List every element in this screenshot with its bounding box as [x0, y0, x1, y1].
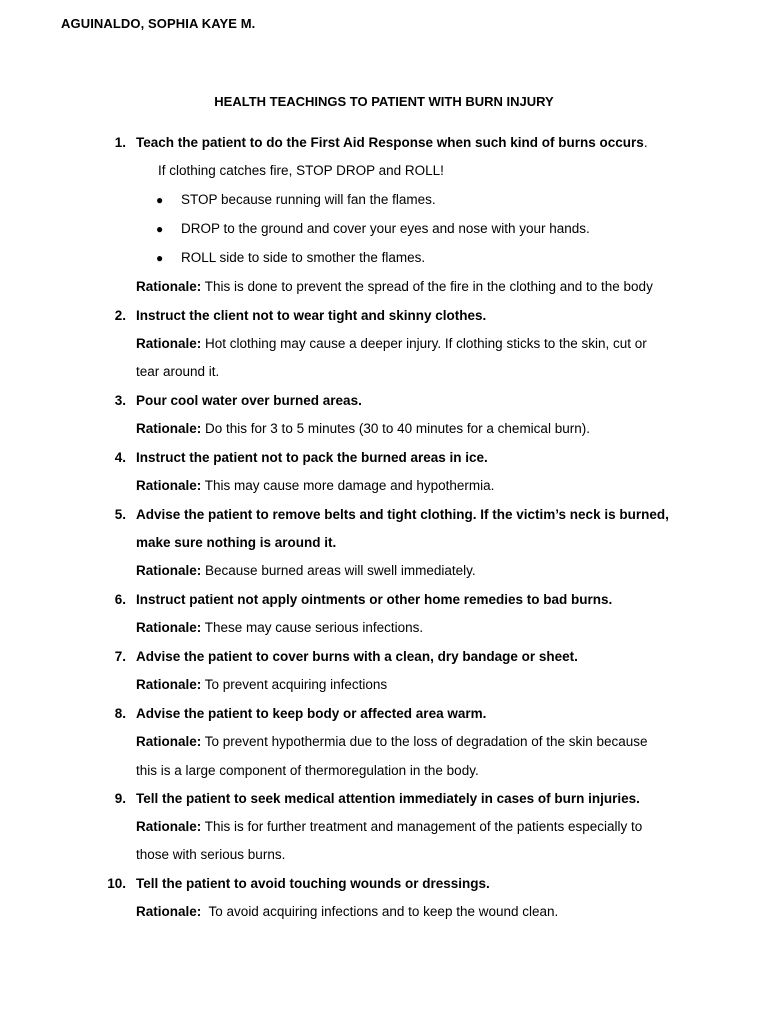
item-intro: If clothing catches fire, STOP DROP and ROLL!	[158, 163, 444, 178]
item-number: 9.	[114, 791, 126, 806]
bullet-icon: ●	[156, 251, 164, 265]
item-heading: Pour cool water over burned areas.	[136, 393, 362, 408]
item-heading: Instruct patient not apply ointments or other home remedies to bad burns.	[136, 592, 613, 607]
item-number: 7.	[114, 649, 126, 664]
item-heading: Advise the patient to keep body or affected area warm.	[136, 706, 487, 721]
rationale: Rationale: Because burned areas will swell immediately.	[136, 563, 476, 578]
item-number: 6.	[114, 592, 126, 607]
bullet-icon: ●	[156, 193, 164, 207]
item-number: 3.	[114, 393, 126, 408]
rationale: Rationale: This is for further treatment and management of the patients especially to	[136, 819, 643, 834]
bullet-text: STOP because running will fan the flames.	[181, 192, 436, 207]
item-heading: Teach the patient to do the First Aid Response when such kind of burns occurs.	[136, 135, 648, 150]
item-heading: Advise the patient to cover burns with a clean, dry bandage or sheet.	[136, 649, 578, 664]
rationale: Rationale: To prevent acquiring infections	[136, 677, 388, 692]
item-heading-continued: make sure nothing is around it.	[136, 535, 337, 550]
item-number: 10.	[107, 876, 126, 891]
bullet-text: DROP to the ground and cover your eyes and nose with your hands.	[181, 221, 590, 236]
item-number: 5.	[114, 507, 126, 522]
document-title: HEALTH TEACHINGS TO PATIENT WITH BURN INJURY	[214, 94, 554, 109]
item-heading: Tell the patient to seek medical attention immediately in cases of burn injuries.	[136, 791, 640, 806]
item-number: 8.	[114, 706, 126, 721]
bullet-text: ROLL side to side to smother the flames.	[181, 250, 426, 265]
rationale: Rationale: Do this for 3 to 5 minutes (30 to 40 minutes for a chemical burn).	[136, 421, 590, 436]
rationale: Rationale: This is done to prevent the spread of the fire in the clothing and to the body	[136, 279, 653, 294]
item-heading: Advise the patient to remove belts and tight clothing. If the victim’s neck is burned,	[136, 507, 669, 522]
item-number: 1.	[114, 135, 126, 150]
item-number: 4.	[114, 450, 126, 465]
item-number: 2.	[114, 308, 126, 323]
rationale-continued: this is a large component of thermoregulation in the body.	[136, 763, 479, 778]
bullet-icon: ●	[156, 222, 164, 236]
rationale-continued: those with serious burns.	[136, 847, 286, 862]
item-heading: Tell the patient to avoid touching wounds or dressings.	[136, 876, 490, 891]
rationale: Rationale: To avoid acquiring infections and to keep the wound clean.	[136, 904, 559, 919]
rationale: Rationale: This may cause more damage and hypothermia.	[136, 478, 495, 493]
rationale-continued: tear around it.	[136, 364, 220, 379]
rationale: Rationale: To prevent hypothermia due to the loss of degradation of the skin because	[136, 734, 648, 749]
author-name: AGUINALDO, SOPHIA KAYE M.	[61, 16, 256, 31]
item-heading: Instruct the patient not to pack the burned areas in ice.	[136, 450, 488, 465]
item-heading: Instruct the client not to wear tight and skinny clothes.	[136, 308, 487, 323]
rationale: Rationale: These may cause serious infections.	[136, 620, 424, 635]
rationale: Rationale: Hot clothing may cause a deeper injury. If clothing sticks to the skin, cut or	[136, 336, 647, 351]
